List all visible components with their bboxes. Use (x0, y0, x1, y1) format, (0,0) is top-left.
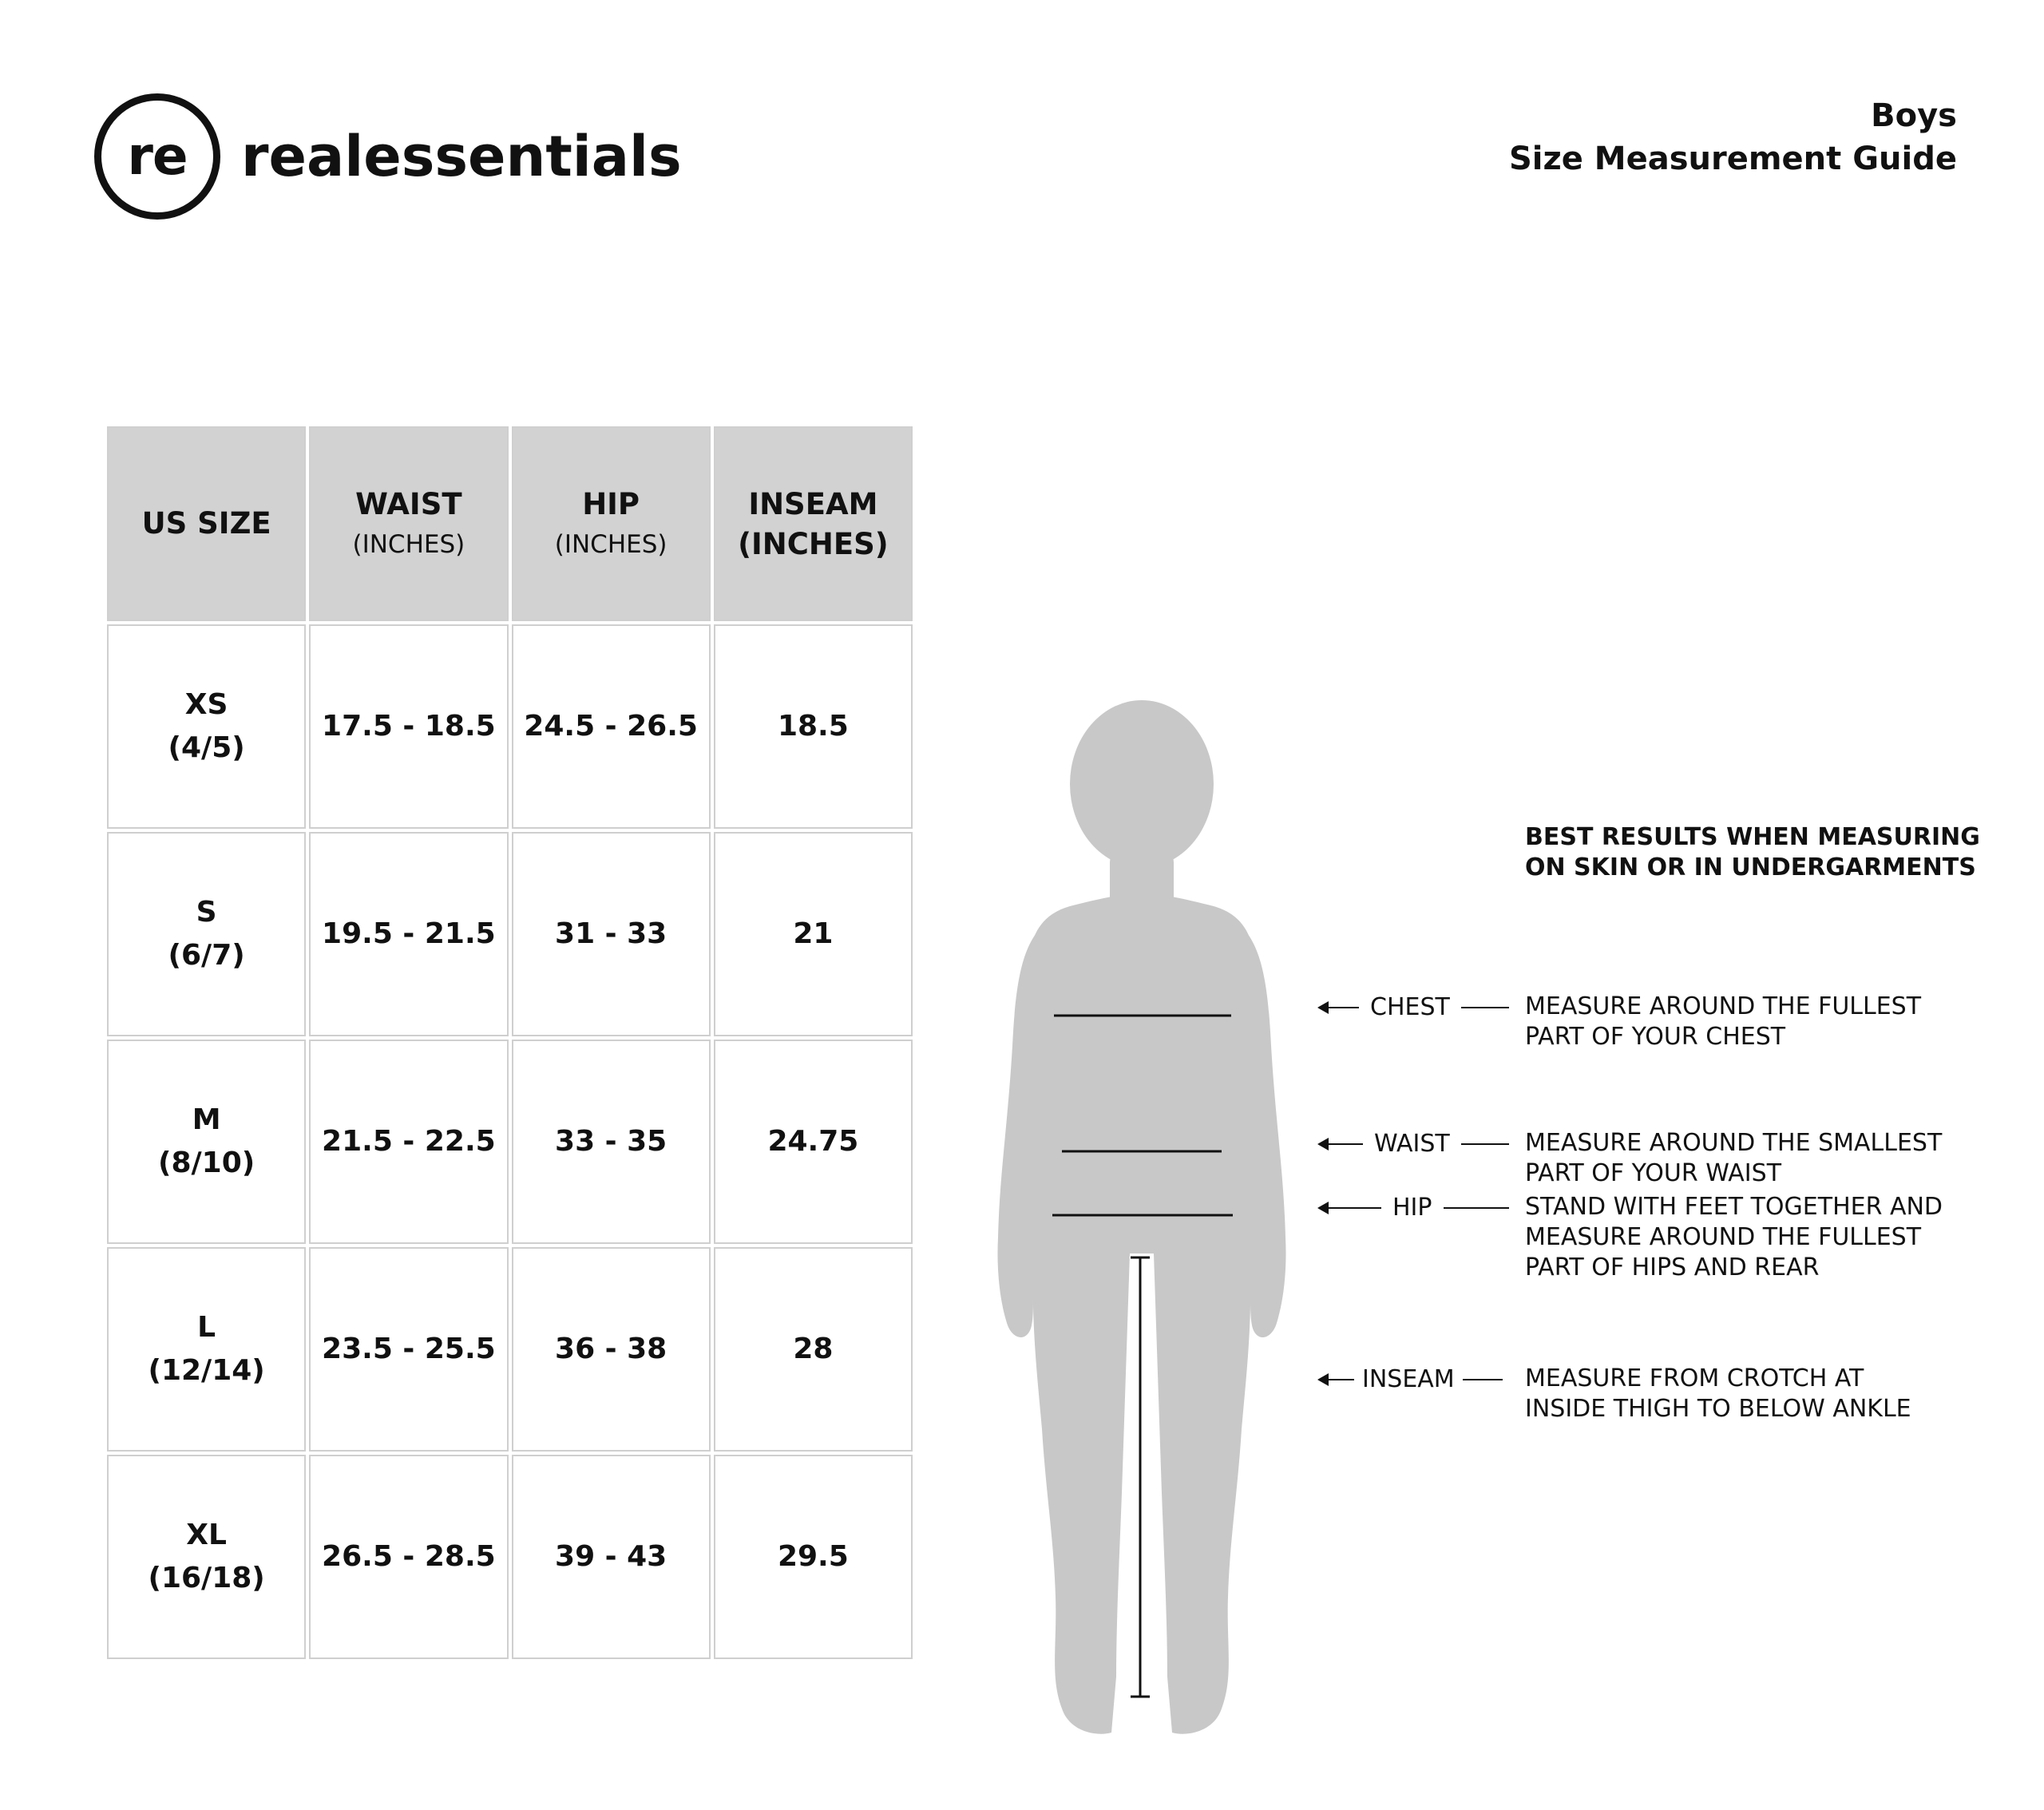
cell-hip: 36 - 38 (512, 1247, 711, 1452)
cell-waist: 21.5 - 22.5 (309, 1040, 508, 1244)
cell-hip: 39 - 43 (512, 1455, 711, 1659)
inseam-line (1131, 1257, 1150, 1697)
cell-hip: 31 - 33 (512, 832, 711, 1036)
measuring-note: BEST RESULTS WHEN MEASURING ON SKIN OR IN UNDERGARMENTS (1525, 823, 1980, 881)
cell-waist: 17.5 - 18.5 (309, 624, 508, 829)
arrow-left-icon (1319, 1379, 1354, 1380)
brand-mark-icon: re (94, 93, 220, 220)
arrow-left-icon (1319, 1007, 1359, 1008)
chest-label: CHEST (1319, 993, 1509, 1021)
header-us-size: US SIZE (107, 426, 306, 621)
header-waist: WAIST (INCHES) (309, 426, 508, 621)
cell-waist: 26.5 - 28.5 (309, 1455, 508, 1659)
header-inseam: INSEAM (INCHES) (714, 426, 913, 621)
brand-logo (94, 94, 682, 219)
cell-size: L (12/14) (107, 1247, 306, 1452)
cell-inseam: 29.5 (714, 1455, 913, 1659)
body-silhouette-figure (958, 695, 1325, 1749)
inseam-description: MEASURE FROM CROTCH AT INSIDE THIGH TO BELOW ANKLE (1525, 1364, 1911, 1423)
waist-label: WAIST (1319, 1130, 1509, 1158)
table-row (107, 1247, 913, 1452)
table-row (107, 624, 913, 829)
table-row (107, 1455, 913, 1659)
cell-inseam: 28 (714, 1247, 913, 1452)
title-category: Boys (1871, 97, 1957, 134)
cell-waist: 23.5 - 25.5 (309, 1247, 508, 1452)
table-row (107, 1040, 913, 1244)
table-row (107, 832, 913, 1036)
cell-size: M (8/10) (107, 1040, 306, 1244)
title-guide: Size Measurement Guide (1508, 141, 1957, 177)
cell-size: XS (4/5) (107, 624, 306, 829)
arrow-left-icon (1319, 1207, 1381, 1209)
silhouette-shape (998, 700, 1286, 1734)
cell-size: XL (16/18) (107, 1455, 306, 1659)
brand-name: realessentials (241, 124, 682, 189)
cell-inseam: 18.5 (714, 624, 913, 829)
hip-description: STAND WITH FEET TOGETHER AND MEASURE AROUND THE FULLEST PART OF HIPS AND REAR (1525, 1193, 1943, 1281)
waist-description: MEASURE AROUND THE SMALLEST PART OF YOUR WAIST (1525, 1129, 1943, 1187)
cell-inseam: 21 (714, 832, 913, 1036)
hip-label: HIP (1319, 1194, 1509, 1222)
cell-size: S (6/7) (107, 832, 306, 1036)
size-chart-table (104, 423, 916, 1662)
header-hip: HIP (INCHES) (512, 426, 711, 621)
cell-waist: 19.5 - 21.5 (309, 832, 508, 1036)
inseam-label: INSEAM (1319, 1365, 1503, 1393)
cell-hip: 24.5 - 26.5 (512, 624, 711, 829)
cell-hip: 33 - 35 (512, 1040, 711, 1244)
chest-description: MEASURE AROUND THE FULLEST PART OF YOUR CHEST (1525, 992, 1922, 1051)
arrow-left-icon (1319, 1143, 1363, 1145)
cell-inseam: 24.75 (714, 1040, 913, 1244)
page-title (1509, 94, 1957, 180)
table-header-row (107, 426, 913, 621)
